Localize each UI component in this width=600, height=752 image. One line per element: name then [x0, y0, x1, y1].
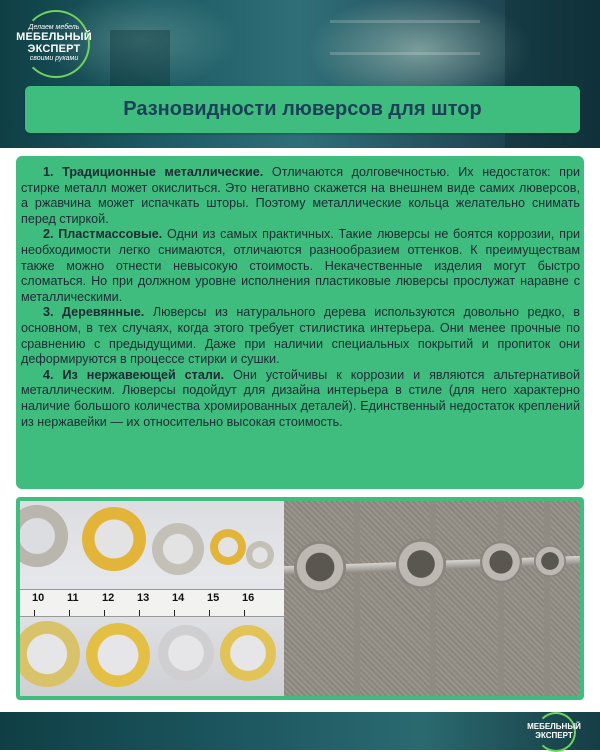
ruler-number: 12 [102, 592, 115, 604]
section-paragraph [21, 368, 580, 430]
ruler-number: 11 [67, 592, 79, 604]
curtain-fold [284, 501, 354, 696]
logo-brand-line1: МЕБЕЛЬНЫЙ [16, 31, 92, 43]
section-body: Одни из самых практичных. Такие люверсы не боятся коррозии, при необходимости легко снимаются, отличаются разнообразием оттенков. К преимуществам также можно отнести невысокую стоимость. Некачественные изделия могут быстро сломаться. Но при должном уровне исполнения пластиковые люверсы прослужат наравне с металлическими. [21, 227, 580, 304]
section-body: Люверсы из натурального дерева используются довольно редко, в основном, в тех случаях, когда этого требует стилистика интерьера. Они менее прочные по сравнению с предыдущими. Даже при наличии специальных покрытий и пропиток они деформируются в процессе стирки и сушки. [21, 305, 580, 367]
grommets-photo [20, 501, 284, 696]
rhinestone-ring [158, 625, 214, 681]
curtain-fold [504, 501, 544, 696]
footer-brand-logo[interactable] [514, 714, 594, 748]
gold-grommet [210, 529, 246, 565]
section-heading: 2. Пластмассовые. [43, 227, 163, 242]
curtain-eyelet [294, 541, 346, 593]
curtain-fold [436, 501, 498, 696]
section-body: Отличаются долговечностью. Их недостаток: при стирке металл может окислиться. Это негативно скажется на внешнем виде самих люверсов, а ржавчина может испачкать шторы. Поэтому металлические кольца желательно снимать перед стиркой. [21, 165, 580, 226]
section-paragraph [21, 165, 580, 227]
page-title: Разновидности люверсов для штор [123, 98, 482, 120]
footer-logo-line2: ЭКСПЕРТ [535, 731, 573, 740]
article-card [16, 156, 584, 489]
ruler-tick [34, 610, 35, 616]
shelf-decoration [330, 52, 480, 55]
ruler-tick [244, 610, 245, 616]
photo-frame [16, 497, 584, 700]
ruler-tick [209, 610, 210, 616]
curtain-eyelet [480, 541, 522, 583]
section-body: Они устойчивы к коррозии и являются альтернативой металлическим. Люверсы подойдут для дизайна интерьера в стиле (для него характерно наличие большого количества хромированных деталей). Единственный недостаток креплений из нержавейки — их относительно высокая стоимость. [21, 367, 580, 429]
ruler-number: 10 [32, 592, 45, 604]
silver-grommet [152, 523, 204, 575]
curtain-fold [360, 501, 430, 696]
cabinet-decoration [110, 30, 170, 90]
logo-brand-line2: ЭКСПЕРТ [27, 43, 81, 55]
ruler-number: 14 [172, 592, 185, 604]
silver-grommet [246, 541, 274, 569]
ruler-tick [104, 610, 105, 616]
header-background [0, 0, 600, 148]
rhinestone-ring [86, 623, 150, 687]
ruler-tick [174, 610, 175, 616]
footer-background [0, 712, 600, 750]
section-heading: 1. Традиционные металлические. [43, 165, 264, 179]
section-heading: 3. Деревянные. [43, 305, 145, 320]
curtain-eyelet [396, 539, 446, 589]
section-paragraph [21, 305, 580, 367]
rhinestone-ring [220, 625, 276, 681]
curtain-photo [284, 501, 580, 696]
footer-logo-line1: МЕБЕЛЬНЫЙ [527, 722, 581, 731]
ruler-number: 16 [242, 592, 255, 604]
logo-top-text: Делаем мебель [28, 24, 80, 31]
gold-grommet [82, 507, 146, 571]
ruler-tick [69, 610, 70, 616]
measuring-ruler [20, 589, 284, 617]
silver-grommet [20, 505, 68, 567]
ruler-tick [139, 610, 140, 616]
section-heading: 4. Из нержавеющей стали. [43, 367, 225, 382]
curtain-fold [550, 501, 580, 696]
title-banner [25, 86, 580, 133]
curtain-eyelet [534, 545, 566, 577]
ruler-number: 13 [137, 592, 150, 604]
shelf-decoration [330, 20, 480, 23]
section-paragraph [21, 227, 580, 305]
brand-logo[interactable] [6, 4, 102, 82]
rhinestone-ring [20, 621, 80, 687]
logo-bottom-text: своими руками [29, 55, 79, 62]
ruler-number: 15 [207, 592, 220, 604]
